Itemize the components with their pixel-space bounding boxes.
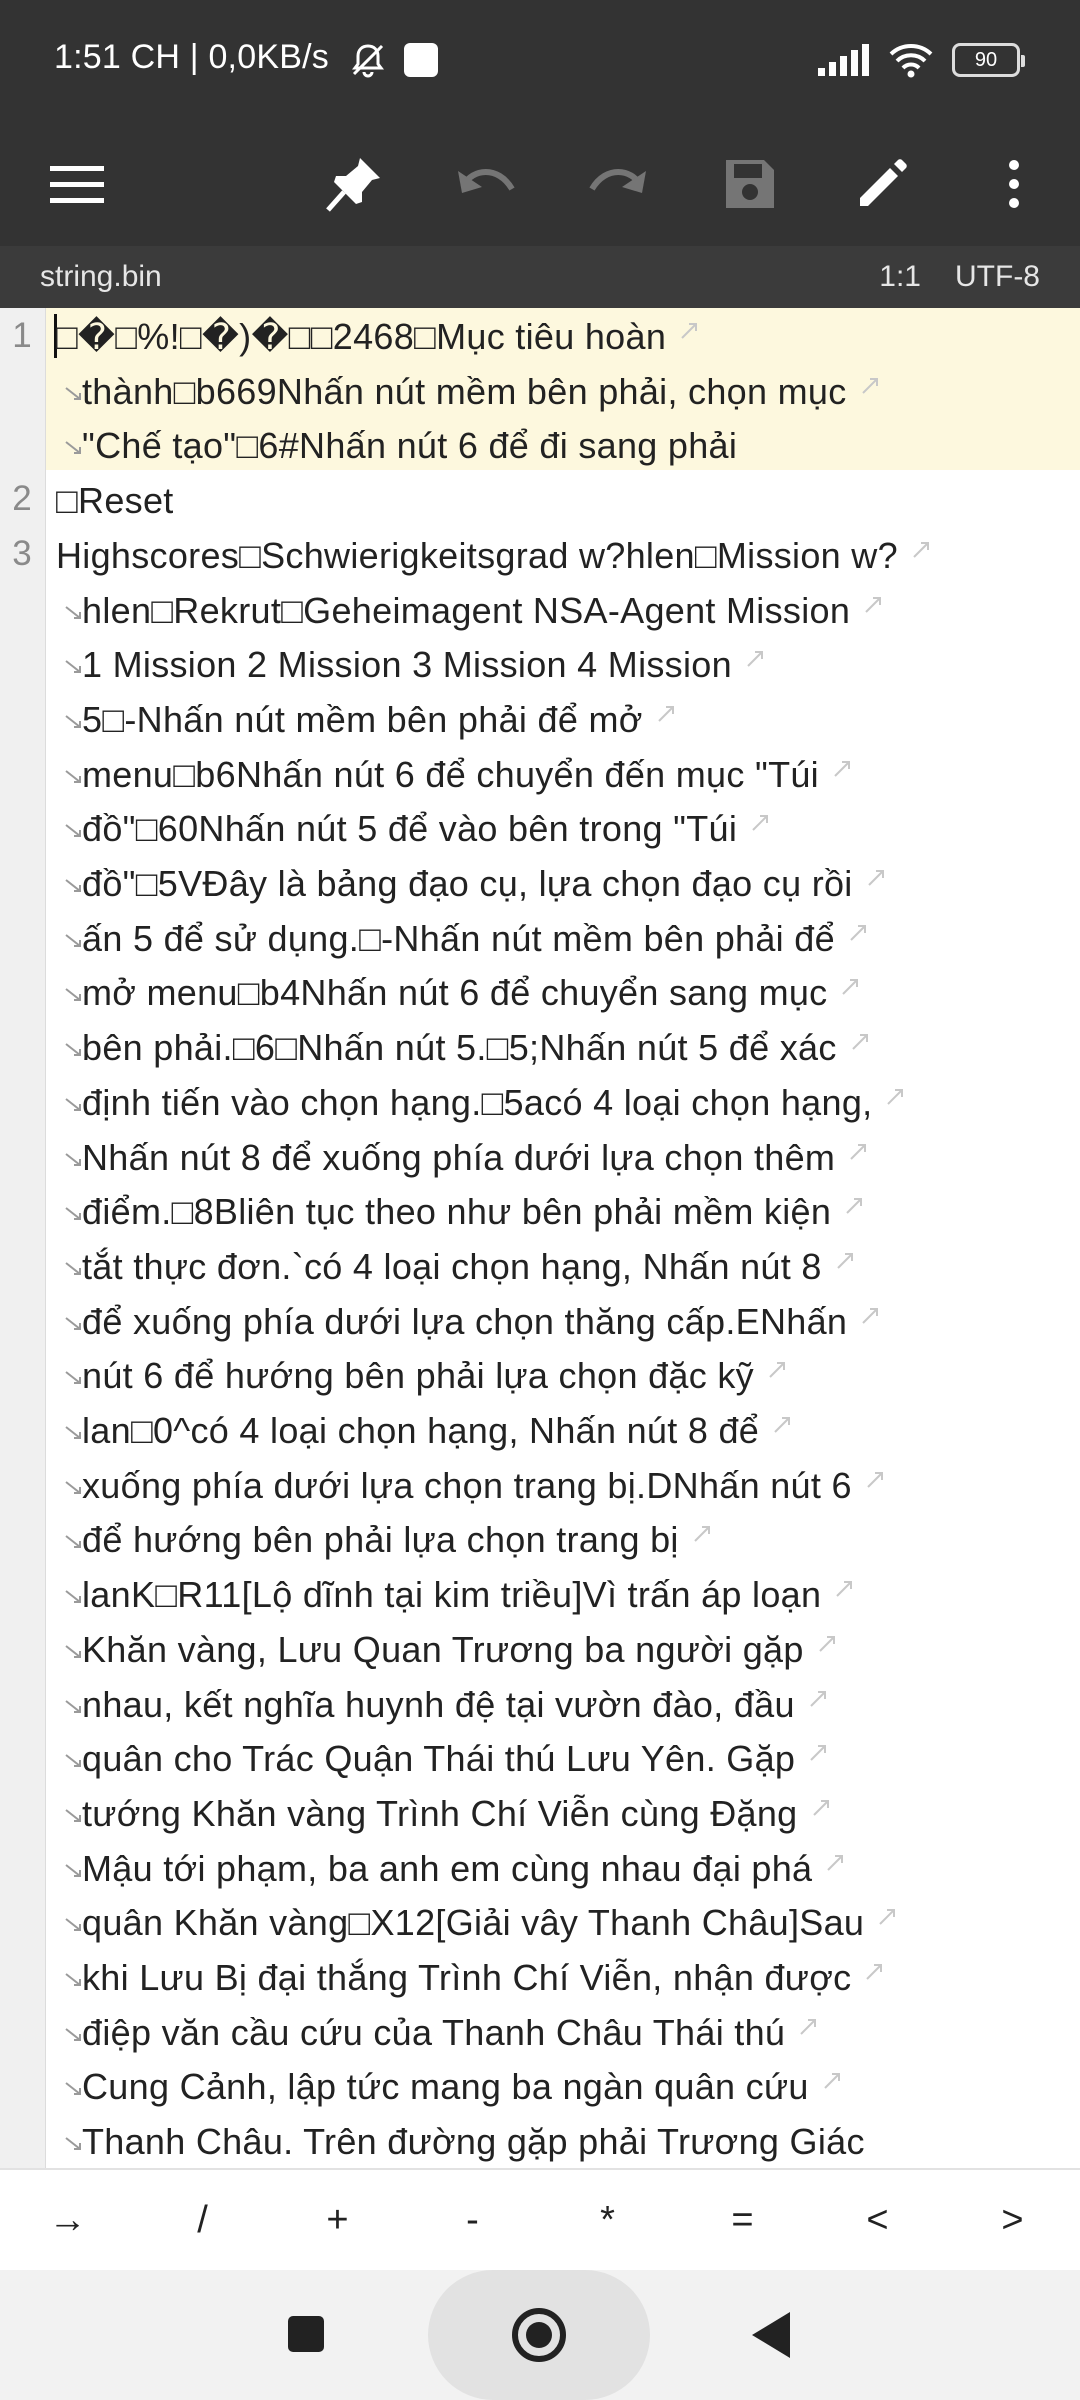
symbol-key-equals[interactable]: = — [731, 2199, 754, 2241]
wrap-continuation-icon — [64, 1918, 82, 1932]
wrap-end-icon — [768, 1361, 786, 1379]
line-number: 2 — [12, 479, 32, 518]
editor-line — [0, 1019, 1080, 1074]
status-time: 1:51 CH | 0,0KB/s — [54, 38, 329, 76]
wrap-end-icon — [851, 1033, 869, 1051]
symbol-keys-bar — [0, 2168, 1080, 2270]
wrap-continuation-icon — [64, 1809, 82, 1823]
wrap-continuation-icon — [64, 2137, 82, 2151]
undo-button[interactable] — [446, 144, 526, 224]
signal-icon — [818, 44, 870, 76]
wrap-end-icon — [680, 322, 698, 340]
wrap-continuation-icon — [64, 1153, 82, 1167]
editor-line — [0, 1457, 1080, 1512]
line-number: 3 — [12, 534, 32, 573]
editor-line — [0, 800, 1080, 855]
editor-line-text: tướng Khăn vàng Trình Chí Viễn cùng Đặng — [82, 1792, 798, 1834]
wrap-end-icon — [845, 1197, 863, 1215]
editor-line — [0, 582, 1080, 637]
symbol-key-greater-than[interactable]: > — [1001, 2199, 1024, 2241]
system-navigation-bar — [0, 2270, 1080, 2400]
editor-line — [0, 636, 1080, 691]
pin-icon — [322, 152, 386, 216]
wrap-continuation-icon — [64, 1098, 82, 1112]
status-notification-icons — [348, 40, 438, 80]
status-bar — [0, 0, 1080, 122]
line-number: 1 — [12, 316, 32, 355]
wrap-continuation-icon — [64, 1317, 82, 1331]
editor-line — [0, 1129, 1080, 1184]
wrap-end-icon — [849, 924, 867, 942]
symbol-key-slash[interactable]: / — [197, 2199, 208, 2241]
editor-line — [0, 2058, 1080, 2113]
wrap-continuation-icon — [64, 1645, 82, 1659]
wrap-end-icon — [812, 1799, 830, 1817]
wrap-continuation-icon — [64, 879, 82, 893]
wrap-end-icon — [751, 814, 769, 832]
editor-line — [0, 363, 1080, 418]
editor-line — [0, 964, 1080, 1019]
editor-line-text: ấn 5 để sử dụng.□-Nhấn nút mềm bên phải để — [82, 917, 835, 959]
editor-line-text: □Reset — [56, 480, 174, 522]
editor-line-text: tắt thực đơn.`có 4 loại chọn hạng, Nhấn nút 8 — [82, 1245, 822, 1287]
editor-line — [0, 855, 1080, 910]
wrap-end-icon — [867, 869, 885, 887]
wrap-continuation-icon — [64, 824, 82, 838]
editor-line-text: bên phải.□6□Nhấn nút 5.□5;Nhấn nút 5 để xác — [82, 1027, 837, 1069]
wrap-end-icon — [836, 1252, 854, 1270]
wrap-end-icon — [799, 2018, 817, 2036]
editor-line — [0, 910, 1080, 965]
wrap-end-icon — [849, 1143, 867, 1161]
editor-line — [0, 1511, 1080, 1566]
editor-line-text: "Chế tạo"□6#Nhấn nút 6 để đi sang phải — [82, 425, 738, 467]
wrap-continuation-icon — [64, 1426, 82, 1440]
editor-line-text: Highscores□Schwierigkeitsgrad w?hlen□Mission w? — [56, 534, 898, 576]
editor-line-text: Cung Cảnh, lập tức mang ba ngàn quân cứu — [82, 2066, 809, 2108]
wrap-continuation-icon — [64, 387, 82, 401]
wrap-continuation-icon — [64, 1481, 82, 1495]
editor-line — [0, 1785, 1080, 1840]
editor-line-text: Mậu tới phạm, ba anh em cùng nhau đại phá — [82, 1847, 813, 1889]
editor-line — [0, 1347, 1080, 1402]
editor-line-text: điểm.□8Bliên tục theo như bên phải mềm kiện — [82, 1191, 832, 1233]
wrap-continuation-icon — [64, 441, 82, 455]
editor-line — [0, 1183, 1080, 1238]
back-triangle-icon — [750, 2310, 792, 2360]
notification-square-icon — [404, 43, 438, 77]
editor-line-text: hlen□Rekrut□Geheimagent NSA-Agent Mission — [82, 589, 851, 631]
wrap-end-icon — [826, 1854, 844, 1872]
editor-line-text: khi Lưu Bị đại thắng Trình Chí Viễn, nhận được — [82, 1957, 852, 1998]
editor-line — [0, 1293, 1080, 1348]
wrap-end-icon — [809, 1744, 827, 1762]
wrap-continuation-icon — [64, 1700, 82, 1714]
file-info-bar — [0, 246, 1080, 308]
file-encoding[interactable]: UTF-8 — [955, 260, 1040, 293]
editor-line-text: nhau, kết nghĩa huynh đệ tại vườn đào, đầu — [82, 1683, 795, 1725]
wrap-end-icon — [693, 1525, 711, 1543]
recents-square-icon — [286, 2314, 326, 2354]
editor-line-text: Thanh Châu. Trên đường gặp phải Trương Giác — [82, 2121, 865, 2163]
wrap-end-icon — [878, 1908, 896, 1926]
editor-line-text: menu□b6Nhấn nút 6 để chuyển đến mục "Túi — [82, 753, 819, 795]
editor-line-text: nút 6 để hướng bên phải lựa chọn đặc kỹ — [82, 1355, 754, 1397]
editor-line-text: đồ"□60Nhấn nút 5 để vào bên trong "Túi — [82, 808, 738, 850]
wifi-icon — [888, 42, 934, 78]
wrap-end-icon — [773, 1416, 791, 1434]
editor-line-text: xuống phía dưới lựa chọn trang bị.DNhấn nút 6 — [82, 1464, 852, 1506]
edit-button[interactable] — [842, 144, 922, 224]
wrap-continuation-icon — [64, 1207, 82, 1221]
app-toolbar — [0, 122, 1080, 246]
edit-icon — [854, 156, 910, 212]
editor-line-text: thành□b669Nhấn nút mềm bên phải, chọn mục — [82, 370, 847, 412]
wrap-continuation-icon — [64, 715, 82, 729]
wrap-continuation-icon — [64, 1371, 82, 1385]
undo-icon — [454, 159, 518, 209]
editor-line-text: mở menu□b4Nhấn nút 6 để chuyển sang mục — [82, 972, 828, 1014]
editor-line — [0, 1074, 1080, 1129]
wrap-continuation-icon — [64, 606, 82, 620]
editor-line — [0, 1676, 1080, 1731]
editor-line — [0, 1621, 1080, 1676]
wrap-continuation-icon — [64, 1754, 82, 1768]
symbol-key-less-than[interactable]: < — [866, 2199, 889, 2241]
menu-icon — [50, 162, 104, 206]
save-icon — [722, 156, 778, 212]
editor-line — [0, 1840, 1080, 1895]
wrap-continuation-icon — [64, 934, 82, 948]
wrap-end-icon — [841, 978, 859, 996]
text-editor[interactable] — [0, 308, 1080, 2168]
wrap-end-icon — [833, 760, 851, 778]
editor-line — [0, 527, 1080, 582]
editor-line — [0, 691, 1080, 746]
recents-button[interactable] — [286, 2314, 326, 2359]
wrap-continuation-icon — [64, 1864, 82, 1878]
wrap-continuation-icon — [64, 660, 82, 674]
wrap-continuation-icon — [64, 1973, 82, 1987]
editor-line-text: quân cho Trác Quận Thái thú Lưu Yên. Gặp — [82, 1738, 796, 1780]
editor-line — [0, 417, 1080, 472]
editor-line — [0, 1730, 1080, 1785]
cursor-position: 1:1 — [879, 260, 921, 293]
pin-button[interactable] — [314, 144, 394, 224]
more-icon — [1007, 159, 1021, 209]
editor-line — [0, 1238, 1080, 1293]
wrap-end-icon — [746, 650, 764, 668]
wrap-end-icon — [912, 541, 930, 559]
editor-line — [0, 1566, 1080, 1621]
editor-line-text: lanK□R11[Lộ dĩnh tại kim triều]Vì trấn áp loạn — [82, 1574, 822, 1616]
wrap-continuation-icon — [64, 2028, 82, 2042]
wrap-end-icon — [866, 1471, 884, 1489]
editor-line — [0, 2004, 1080, 2059]
symbol-key-plus[interactable]: + — [326, 2199, 349, 2241]
editor-line-text: lan□0^có 4 loại chọn hạng, Nhấn nút 8 để — [82, 1410, 760, 1451]
editor-line — [0, 472, 1080, 527]
editor-line-text: Nhấn nút 8 để xuống phía dưới lựa chọn thêm — [82, 1136, 836, 1178]
editor-line-text: 1 Mission 2 Mission 3 Mission 4 Mission — [82, 644, 732, 686]
back-button[interactable] — [750, 2310, 792, 2365]
editor-line-text: 5□-Nhấn nút mềm bên phải để mở — [82, 698, 643, 740]
save-button[interactable] — [710, 144, 790, 224]
status-system-icons — [818, 42, 1020, 78]
editor-line — [0, 1894, 1080, 1949]
wrap-continuation-icon — [64, 988, 82, 1002]
editor-line — [0, 746, 1080, 801]
wrap-continuation-icon — [64, 1535, 82, 1549]
more-options-button[interactable] — [974, 144, 1054, 224]
editor-line-text: đồ"□5VĐây là bảng đạo cụ, lựa chọn đạo cụ rồi — [82, 863, 853, 904]
editor-line-text: Khăn vàng, Lưu Quan Trương ba người gặp — [82, 1628, 804, 1670]
wrap-end-icon — [861, 1307, 879, 1325]
symbol-key-arrow[interactable]: → — [48, 2199, 87, 2241]
editor-line-text: để hướng bên phải lựa chọn trang bị — [82, 1519, 679, 1561]
wrap-continuation-icon — [64, 1590, 82, 1604]
wrap-end-icon — [886, 1088, 904, 1106]
wrap-end-icon — [865, 1963, 883, 1981]
editor-line — [0, 308, 1080, 363]
file-meta — [879, 260, 1040, 294]
mute-bell-icon — [348, 40, 388, 80]
wrap-end-icon — [861, 377, 879, 395]
wrap-continuation-icon — [64, 1262, 82, 1276]
wrap-continuation-icon — [64, 770, 82, 784]
editor-line-text: để xuống phía dưới lựa chọn thăng cấp.ENhấn — [82, 1300, 848, 1342]
home-button[interactable] — [510, 2306, 568, 2369]
wrap-end-icon — [823, 2072, 841, 2090]
editor-line-text: điệp văn cầu cứu của Thanh Châu Thái thú — [82, 2011, 786, 2053]
editor-line-text: □�□%!□�)�□□2468□Mục tiêu hoàn — [56, 316, 667, 357]
wrap-end-icon — [809, 1690, 827, 1708]
home-circle-icon — [510, 2306, 568, 2364]
editor-line-text: quân Khăn vàng□X12[Giải vây Thanh Châu]Sau — [82, 1902, 865, 1944]
editor-line — [0, 1402, 1080, 1457]
symbol-key-asterisk[interactable]: * — [600, 2199, 615, 2241]
redo-button[interactable] — [578, 144, 658, 224]
symbol-key-minus[interactable]: - — [466, 2199, 479, 2241]
editor-line — [0, 1949, 1080, 2004]
battery-icon — [952, 43, 1020, 77]
wrap-end-icon — [657, 705, 675, 723]
editor-line-text: định tiến vào chọn hạng.□5acó 4 loại chọn hạng, — [82, 1081, 873, 1123]
redo-icon — [586, 159, 650, 209]
file-name: string.bin — [40, 260, 162, 293]
editor-line — [0, 2113, 1080, 2168]
battery-level: 90 — [974, 48, 998, 71]
menu-button[interactable] — [37, 144, 117, 224]
wrap-end-icon — [864, 596, 882, 614]
wrap-continuation-icon — [64, 1043, 82, 1057]
wrap-end-icon — [818, 1635, 836, 1653]
wrap-end-icon — [835, 1580, 853, 1598]
wrap-continuation-icon — [64, 2082, 82, 2096]
